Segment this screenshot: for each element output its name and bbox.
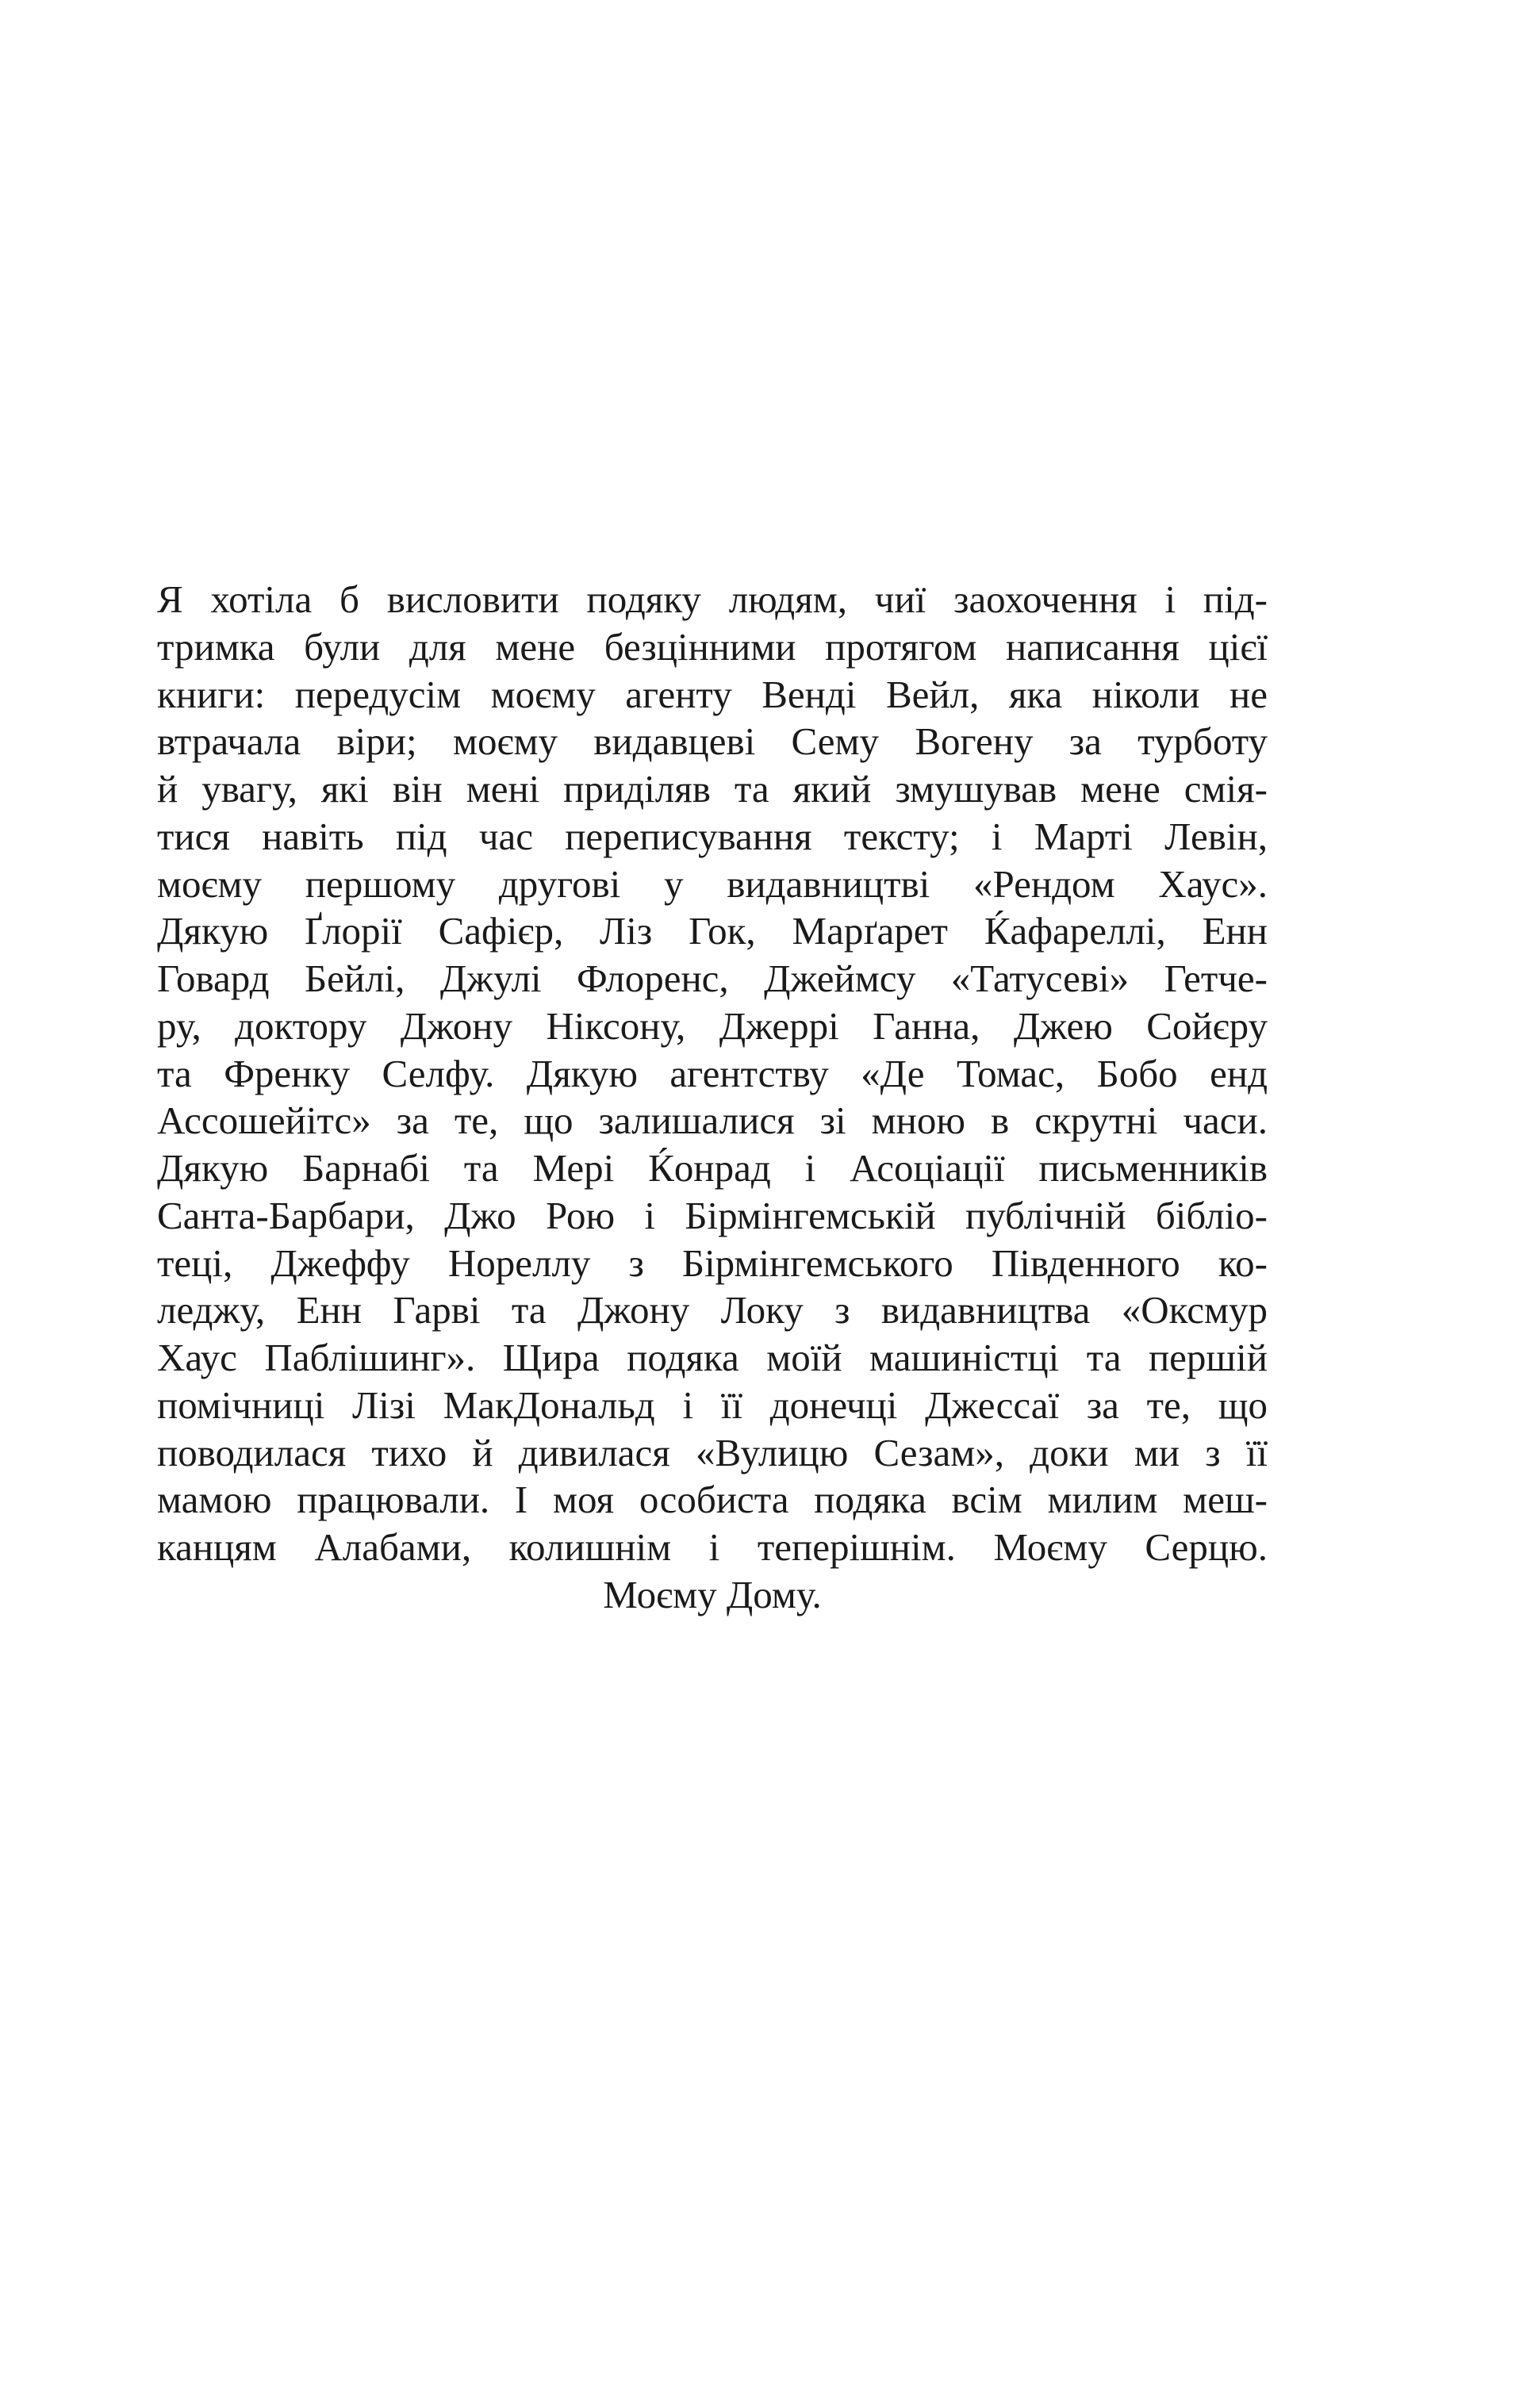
text-line: канцям Алабами, колишнім і теперішнім. Моєму Серцю. — [157, 1525, 1268, 1569]
acknowledgements-text — [157, 576, 1268, 1619]
text-line: книги: передусім моєму агенту Венді Вейл, яка ніколи не — [157, 672, 1268, 716]
text-line: теці, Джеффу Нореллу з Бірмінгемського Південного ко- — [157, 1240, 1268, 1285]
text-line: Санта-Барбари, Джо Рою і Бірмінгемській публічній бібліо- — [157, 1193, 1268, 1237]
text-line: втрачала віри; моєму видавцеві Сему Вогену за турботу — [157, 719, 1268, 764]
text-line: Дякую Ґлорії Сафієр, Ліз Гок, Марґарет Ќафареллі, Енн — [157, 909, 1268, 953]
closing-line: Моєму Дому. — [603, 1572, 822, 1616]
text-line: Хаус Паблішинг». Щира подяка моїй машиністці та першій — [157, 1336, 1268, 1379]
text-line: леджу, Енн Гарві та Джону Локу з видавництва «Оксмур — [157, 1288, 1268, 1332]
text-line: Говард Бейлі, Джулі Флоренс, Джеймсу «Татусеві» Гетче- — [157, 957, 1268, 1000]
text-line: поводилася тихо й дивилася «Вулицю Сезам», доки ми з її — [157, 1430, 1268, 1474]
text-line: моєму першому другові у видавництві «Рендом Хаус». — [157, 861, 1268, 906]
text-line: Ассошейітс» за те, що залишалися зі мною в скрутні часи. — [157, 1099, 1268, 1143]
text-line: Я хотіла б висловити подяку людям, чиї заохочення і під- — [157, 577, 1268, 621]
text-line: Дякую Барнабі та Мері Ќонрад і Асоціації письменників — [157, 1146, 1268, 1190]
text-line: ру, доктору Джону Ніксону, Джеррі Ганна, Джею Сойєру — [157, 1003, 1268, 1048]
text-line: й увагу, які він мені приділяв та який змушував мене смія- — [157, 767, 1268, 811]
text-line: мамою працювали. І моя особиста подяка всім милим меш- — [157, 1478, 1268, 1522]
text-line: тися навіть під час переписування тексту; і Марті Левін, — [157, 814, 1268, 858]
text-line: помічниці Лізі МакДональд і її донечці Джессаї за те, що — [157, 1382, 1268, 1427]
text-line: тримка були для мене безцінними протягом написання цієї — [157, 624, 1268, 669]
text-line: та Френку Селфу. Дякую агентству «Де Томас, Бобо енд — [157, 1051, 1268, 1095]
